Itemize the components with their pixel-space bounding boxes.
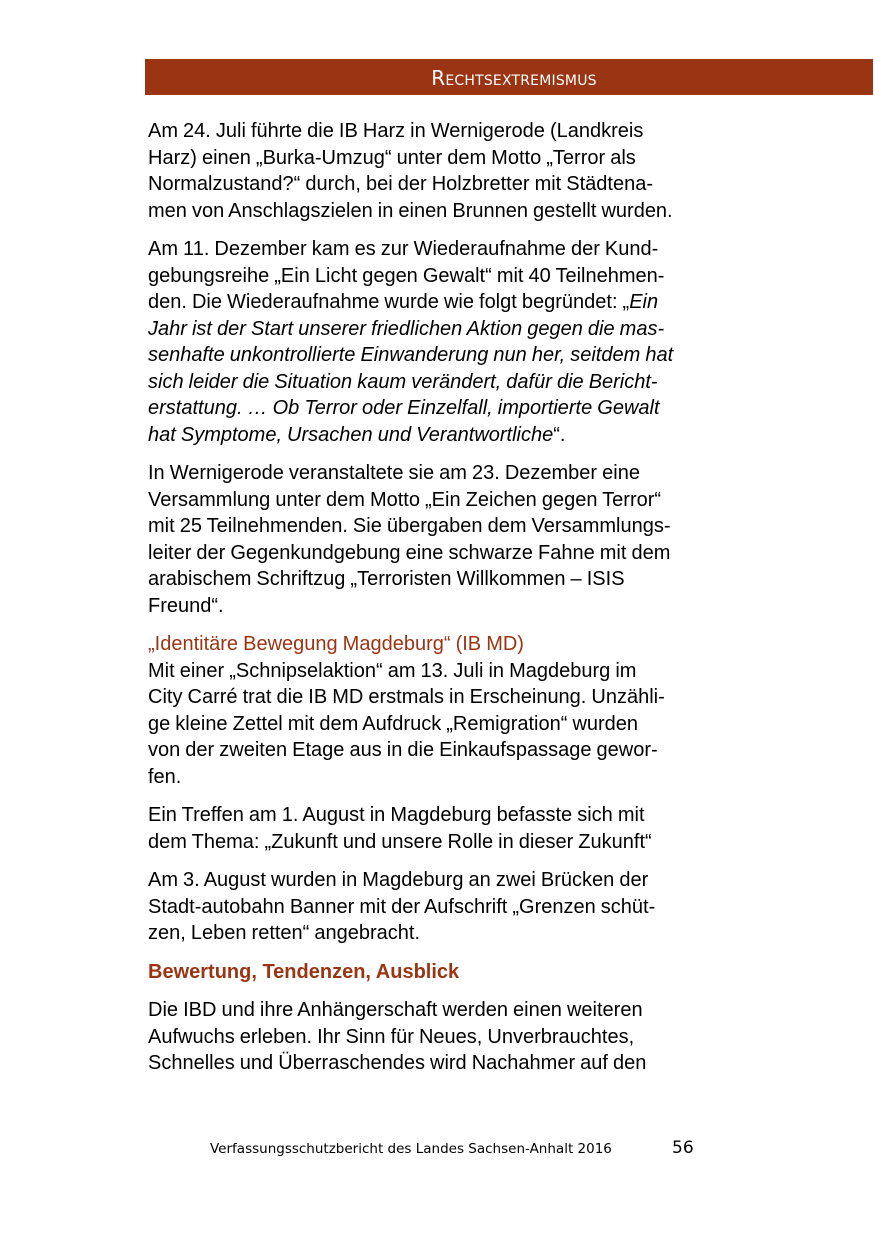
paragraph-ib-magdeburg <box>148 631 760 790</box>
text-line: Ein Treffen am 1. August in Magdeburg befasste sich mit <box>148 804 645 826</box>
footer-report-title: Verfassungsschutzbericht des Landes Sachsen-Anhalt 2016 <box>210 1141 612 1157</box>
text-line: Schnelles und Überraschendes wird Nachahmer auf den <box>148 1052 647 1074</box>
text-run: “. <box>553 423 566 446</box>
chapter-title: Rechtsextremismus <box>431 66 597 90</box>
text-line: Harz) einen „Burka-Umzug“ unter dem Motto „Terror als <box>148 146 636 169</box>
text-line: dem Thema: „Zukunft und unsere Rolle in dieser Zukunft“ <box>148 830 652 853</box>
text-line: fen. <box>148 765 182 788</box>
text-line <box>148 289 760 316</box>
quote-line: senhafte unkontrollierte Einwanderung nun her, seitdem hat <box>148 344 674 366</box>
quote-line: erstattung. … Ob Terror oder Einzelfall, importierte Gewalt <box>148 397 660 419</box>
text-line: Am 24. Juli führte die IB Harz in Wernigerode (Landkreis <box>148 120 644 142</box>
page-number: 56 <box>672 1138 694 1158</box>
text-line: ge kleine Zettel mit dem Aufdruck „Remigration“ wurden <box>148 712 639 735</box>
paragraph-banner-autobahn <box>148 867 760 947</box>
text-line: Versammlung unter dem Motto „Ein Zeichen gegen Terror“ <box>148 488 662 511</box>
quote-line: sich leider die Situation kaum verändert, dafür die Bericht- <box>148 370 658 393</box>
text-line: arabischem Schriftzug „Terroristen Willkommen – ISIS <box>148 568 625 590</box>
text-line: Normalzustand?“ durch, bei der Holzbretter mit Städtena- <box>148 173 654 195</box>
paragraph-treffen-august <box>148 802 760 855</box>
paragraph-zeichen-gegen-terror <box>148 460 760 619</box>
section-heading: Bewertung, Tendenzen, Ausblick <box>148 960 460 983</box>
text-line: Freund“. <box>148 594 224 617</box>
main-content <box>148 118 760 1089</box>
chapter-header-bar <box>145 59 873 95</box>
text-line: Die IBD und ihre Anhängerschaft werden einen weiteren <box>148 999 643 1021</box>
text-line: men von Anschlagszielen in einen Brunnen gestellt wurden. <box>148 199 673 222</box>
text-line: Mit einer „Schnipselaktion“ am 13. Juli in Magdeburg im <box>148 659 637 682</box>
text-line: Aufwuchs erleben. Ihr Sinn für Neues, Unverbrauchtes, <box>148 1025 635 1048</box>
text-line: City Carré trat die IB MD erstmals in Erscheinung. Unzähli- <box>148 686 665 708</box>
text-run: den. Die Wiederaufnahme wurde wie folgt begründet: „ <box>148 291 630 313</box>
text-line: Stadt-autobahn Banner mit der Aufschrift „Grenzen schüt- <box>148 895 656 918</box>
text-line: Am 11. Dezember kam es zur Wiederaufnahme der Kund- <box>148 238 659 260</box>
paragraph-ib-harz-burka-umzug <box>148 118 760 224</box>
text-line: leiter der Gegenkundgebung eine schwarze Fahne mit dem <box>148 541 671 564</box>
organization-heading: „Identitäre Bewegung Magdeburg“ (IB MD) <box>148 633 524 655</box>
text-line: In Wernigerode veranstaltete sie am 23. Dezember eine <box>148 462 640 484</box>
quote-text: Ein <box>629 291 659 313</box>
paragraph-licht-gegen-gewalt <box>148 236 760 448</box>
text-line: von der zweiten Etage aus in die Einkaufspassage gewor- <box>148 739 658 761</box>
quote-line: Jahr ist der Start unserer friedlichen Aktion gegen die mas- <box>148 317 665 340</box>
text-line: gebungsreihe „Ein Licht gegen Gewalt“ mit 40 Teilnehmen- <box>148 264 665 287</box>
text-line: mit 25 Teilnehmenden. Sie übergaben dem Versammlungs- <box>148 515 671 537</box>
text-line: zen, Leben retten“ angebracht. <box>148 922 421 944</box>
page-footer <box>210 1138 710 1160</box>
paragraph-ausblick <box>148 997 760 1077</box>
text-line: Am 3. August wurden in Magdeburg an zwei Brücken der <box>148 869 649 891</box>
text-line <box>148 422 760 449</box>
quote-text: hat Symptome, Ursachen und Verantwortliche <box>148 423 554 446</box>
